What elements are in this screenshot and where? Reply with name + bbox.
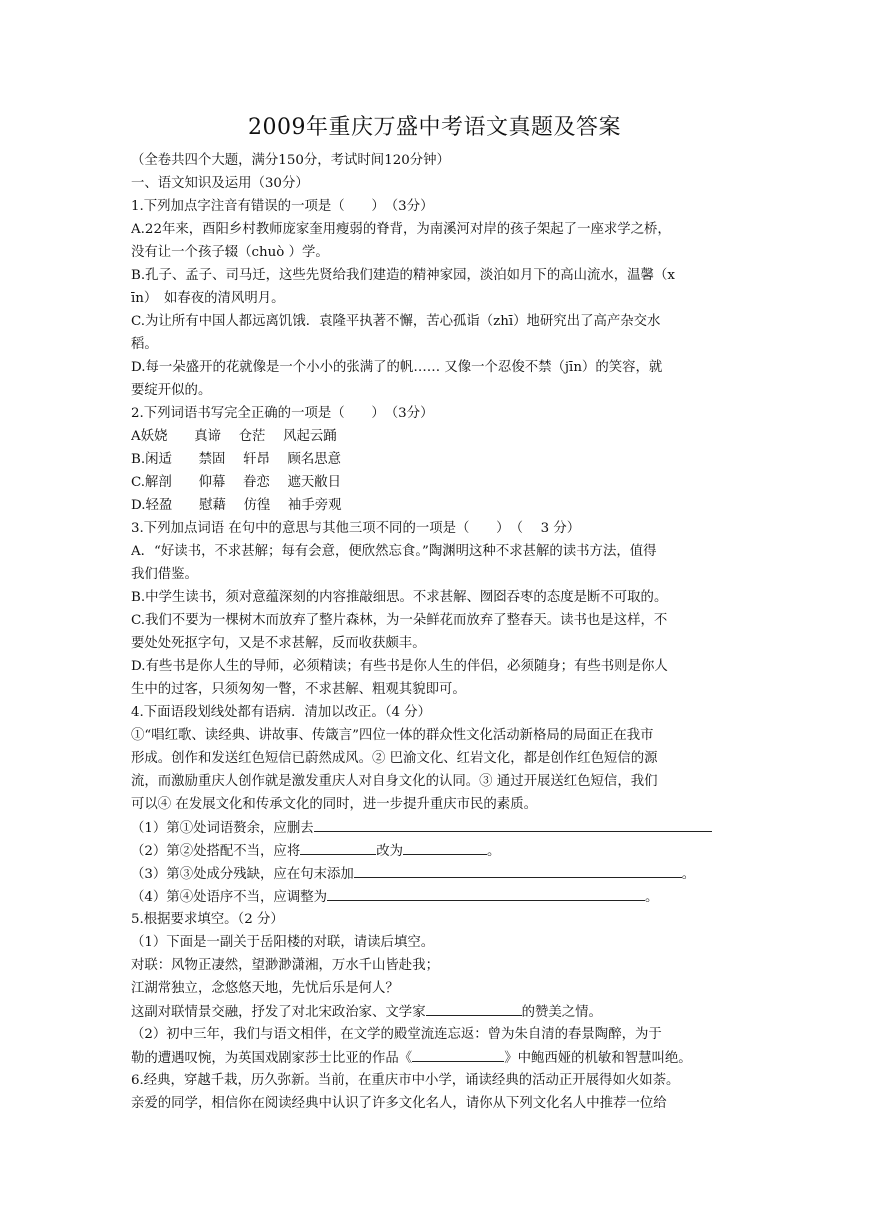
q3-option-a-line2: 我们借鉴。 (131, 567, 198, 582)
couplet-line1: 对联：风物正凄然，望渺渺潇湘，万水千山皆赴我； (131, 958, 439, 973)
question-6-line1: 6.经典，穿越千栽，历久弥新。当前，在重庆市中小学，诵读经典的活动正开展得如火如荼。 (131, 1073, 680, 1088)
answer-blank[interactable] (412, 1047, 504, 1062)
q4-item-2-text: （2）第②处搭配不当，应将 (131, 844, 301, 859)
q3-option-d-line1: D.有些书是你人生的导师，必须精读；有些书是你人生的伴侣，必须随身；有些书则是你人 (131, 659, 668, 674)
q5-item-2-text: 勒的遭遇叹惋，为英国戏剧家莎士比亚的作品《 (131, 1051, 413, 1066)
q2-option-c: C.解剖 仰幕 眷恋 遮天敝日 (131, 475, 342, 490)
answer-blank[interactable] (354, 863, 682, 878)
q4-item-2-middle: 改为 (376, 844, 403, 859)
q1-option-d-line2: 要绽开似的。 (131, 383, 212, 398)
q1-option-a-line2: 没有让一个孩子辍（chuò ）学。 (131, 245, 329, 260)
q3-option-c-line1: C.我们不要为一棵树木而放弃了整片森林，为一朵鲜花而放弃了整春天。读书也是这样，不 (131, 613, 668, 628)
q5-item-1-text: 这副对联情景交融，抒发了对北宋政治家、文学家 (131, 1005, 426, 1020)
section-heading: 一、语文知识及运用（30分） (131, 176, 309, 191)
question-3: 3.下列加点词语 在句中的意思与其他三项不同的一项是（ ） （ 3 分） (131, 521, 581, 536)
q4-item-1 (131, 817, 741, 840)
q1-option-a-line1: A.22年来，酉阳乡村教师庞家奎用瘦弱的脊背，为南溪河对岸的孩子架起了一座求学之桥， (131, 222, 671, 237)
q4-item-2 (131, 840, 741, 863)
q5-item-1: （1）下面是一副关于岳阳楼的对联，请读后填空。 (131, 935, 435, 950)
q3-option-c-line2: 要处处死抠字句，又是不求甚解，反而收获颇丰。 (131, 636, 426, 651)
question-5: 5.根据要求填空。（2 分） (131, 912, 284, 927)
q1-option-d-line1: D.每一朵盛开的花就像是一个小小的张满了的帆…… 又像一个忍俊不禁（jīn）的笑容，就 (131, 360, 663, 375)
question-4: 4.下面语段划线处都有语病．清加以改正。（4 分） (131, 705, 432, 720)
q4-passage-line2: 形成。创作和发送红色短信已蔚然成风。② 巴渝文化、红岩文化，都是创作红色短信的源 (131, 751, 658, 766)
answer-blank[interactable] (327, 886, 645, 901)
q3-option-d-line2: 生中的过客，只须匆匆一瞥，不求甚解、粗观其貌即可。 (131, 682, 466, 697)
couplet-line2: 江湖常独立，念悠悠天地，先忧后乐是何人？ (131, 981, 399, 996)
q4-passage-line4: 可以④ 在发展文化和传承文化的同时，进一步提升重庆市民的素质。 (131, 797, 537, 812)
q2-option-d: D.轻盈 慰藉 仿徨 袖手旁观 (131, 498, 342, 513)
q4-passage-line1: ①“唱红歌、读经典、讲故事、传箴言”四位一体的群众性文化活动新格局的局面正在我市 (131, 728, 654, 743)
q1-option-c-line2: 稻。 (131, 337, 158, 352)
answer-blank[interactable] (300, 840, 376, 855)
q5-item-2-line1: （2）初中三年，我们与语文相伴，在文学的殿堂流连忘返：曾为朱自清的春景陶醉，为于 (131, 1027, 662, 1042)
page-title: 2009年重庆万盛中考语文真题及答案 (248, 115, 621, 140)
question-2: 2.下列词语书写完全正确的一项是（ ） （3分） (131, 406, 434, 421)
exam-intro: （全卷共四个大题，满分150分，考试时间120分钟） (131, 153, 450, 168)
answer-blank[interactable] (426, 1001, 522, 1016)
q2-option-b: B.闲适 禁固 轩昂 顾名思意 (131, 452, 342, 467)
q3-option-a-line1: A．“好读书，不求甚解；每有会意，便欣然忘食。”陶渊明这种不求甚解的读书方法，值得 (131, 544, 657, 559)
question-1: 1.下列加点字注音有错误的一项是（ ） （3分） (131, 199, 434, 214)
q2-option-a: A妖娆 真谛 仓茫 风起云踊 (131, 429, 337, 444)
q4-item-3-period: 。 (681, 867, 696, 882)
q1-option-b-line2: īn） 如春夜的清风明月。 (131, 291, 285, 306)
q5-item-1-tail: 的赞美之情。 (521, 1005, 602, 1020)
question-6-line2: 亲爱的同学，相信你在阅读经典中认识了许多文化名人，请你从下列文化名人中推荐一位给 (131, 1096, 667, 1111)
q5-item-1-blank-line (131, 1001, 741, 1024)
q4-item-1-text: （1）第①处词语赘余，应删去 (131, 821, 314, 836)
q1-option-b-line1: B.孔子、孟子、司马迁，这些先贤给我们建造的精神家园，淡泊如月下的高山流水，温馨（x (131, 268, 675, 283)
q4-item-3 (131, 863, 741, 886)
q4-item-2-period: 。 (487, 844, 501, 859)
q4-passage-line3: 流，而激励重庆人创作就是激发重庆人对自身文化的认同。③ 通过开展送红色短信，我们 (131, 774, 658, 789)
q1-option-c-line1: C.为让所有中国人都远离饥饿．袁隆平执著不懈，苦心孤诣（zhī）地研究出了高产杂交水 (131, 314, 661, 329)
q4-item-4-period: 。 (645, 890, 659, 905)
q4-item-3-text: （3）第③处成分残缺，应在句末添加 (131, 867, 354, 882)
q4-item-4-text: （4）第④处语序不当，应调整为 (131, 890, 327, 905)
q4-item-4 (131, 886, 741, 909)
q5-item-2-tail: 》中鲍西娅的机敏和智慧叫绝。 (504, 1051, 692, 1066)
q3-option-b: B.中学生读书，须对意蕴深刻的内容推敲细思。不求甚解、囫囵吞枣的态度是断不可取的。 (131, 590, 668, 605)
answer-blank[interactable] (403, 840, 487, 855)
q5-item-2-line2 (131, 1047, 741, 1070)
answer-blank[interactable] (314, 817, 712, 832)
